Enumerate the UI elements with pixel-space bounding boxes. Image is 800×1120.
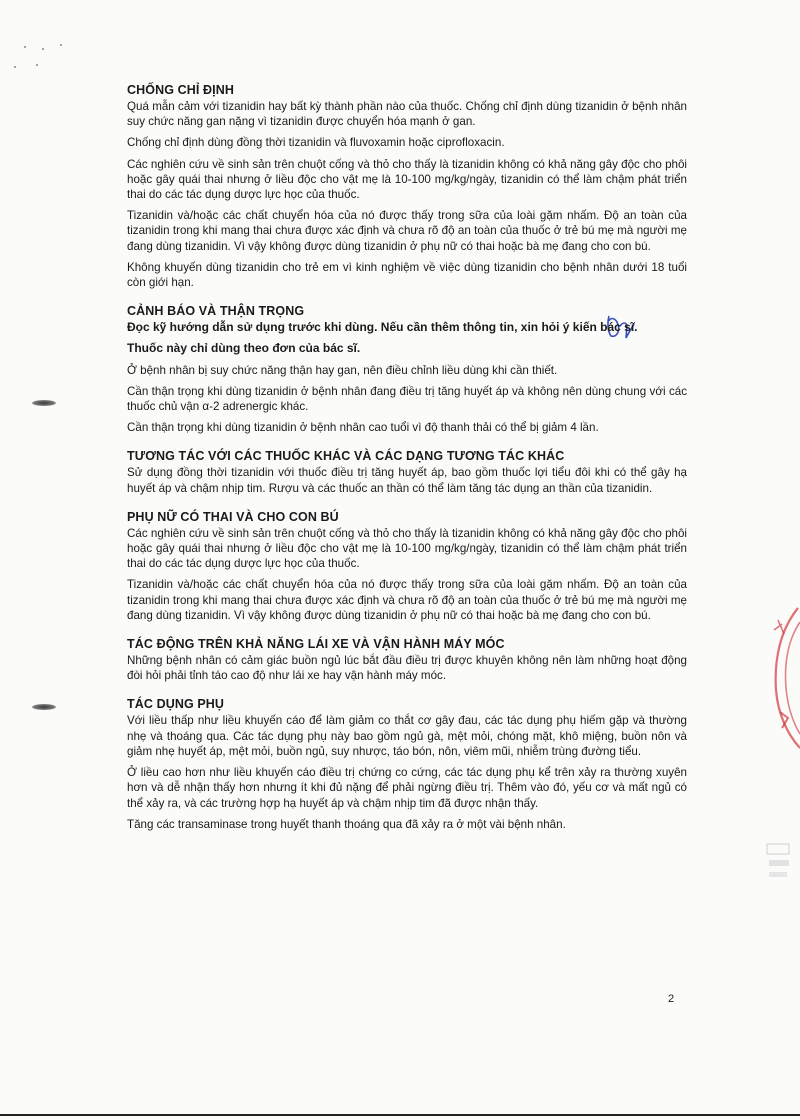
paragraph: Các nghiên cứu về sinh sản trên chuột cống và thỏ cho thấy là tizanidin không có khả năng gây độc cho phôi hoặc gây quái thai nhưng ở liều độc cho vật mẹ là 10-100 mg/kg/ngày, tizanidin có thể làm chậm phát triển thai do các tác dụng dược lực học của thuốc. — [127, 526, 687, 571]
paragraph: Tăng các transaminase trong huyết thanh thoáng qua đã xảy ra ở một vài bệnh nhân. — [127, 817, 566, 831]
paragraph: Sử dụng đồng thời tizanidin với thuốc điều trị tăng huyết áp, bao gồm thuốc lợi tiểu đôi khi có thể gây hạ huyết áp và chậm nhịp tim. Rượu và các thuốc an thần có thể làm tăng tác dụng an thần của tizanidin. — [127, 466, 687, 495]
section-driving — [127, 637, 687, 683]
paragraph: Với liều thấp như liều khuyến cáo để làm giảm co thắt cơ gây đau, các tác dụng phụ hiếm gặp và thường nhẹ và thoáng qua. Các tác dụng phụ này bao gồm ngủ gà, mệt mỏi, chóng mặt, khô miệng, buồn nôn và giảm nhẹ huyết áp, mệt mỏi, buồn ngủ, suy nhược, táo bón, nôn, viêm mũi, nhiễm trùng đường tiểu. — [127, 714, 687, 758]
punch-hole-mark — [26, 396, 62, 412]
bold-notice: Đọc kỹ hướng dẫn sử dụng trước khi dùng. Nếu cần thêm thông tin, xin hỏi ý kiến bác sĩ. — [127, 320, 638, 335]
scan-speck — [36, 64, 38, 66]
section-pregnancy — [127, 510, 687, 623]
scan-edge-line — [0, 1114, 800, 1116]
faint-stamp-trace — [765, 840, 795, 890]
bold-notice: Thuốc này chỉ dùng theo đơn của bác sĩ. — [127, 341, 361, 356]
scan-speck — [14, 66, 16, 68]
paragraph: Những bệnh nhân có cảm giác buồn ngủ lúc bắt đầu điều trị được khuyên không nên làm những hoạt động đòi hỏi phải tỉnh táo cao độ như lái xe hay vận hành máy móc. — [127, 654, 687, 683]
paragraph: Không khuyến dùng tizanidin cho trẻ em vì kinh nghiệm về việc dùng tizanidin cho bệnh nhân dưới 18 tuổi còn giới hạn. — [127, 260, 687, 290]
scan-speck — [60, 44, 62, 46]
section-heading: CẢNH BÁO VÀ THẬN TRỌNG — [127, 304, 305, 319]
section-heading: PHỤ NỮ CÓ THAI VÀ CHO CON BÚ — [127, 509, 339, 524]
section-heading: TÁC ĐỘNG TRÊN KHẢ NĂNG LÁI XE VÀ VẬN HÀNH MÁY MÓC — [127, 637, 505, 652]
section-side-effects — [127, 697, 687, 831]
scan-speck — [24, 46, 26, 48]
paragraph: Tizanidin và/hoặc các chất chuyển hóa của nó được thấy trong sữa của loài gặm nhấm. Độ an toàn của tizanidin trong khi mang thai chưa được xác định và chưa rõ độ an toàn của thuốc ở trẻ bú mẹ mà người mẹ đang dùng tizanidin. Vì vậy không được dùng tizanidin ở phụ nữ có thai hoặc bà mẹ đang cho con bú. — [127, 578, 687, 622]
section-interactions — [127, 449, 687, 495]
section-heading: CHỐNG CHỈ ĐỊNH — [127, 83, 234, 97]
punch-hole-mark — [26, 700, 62, 716]
paragraph: Cần thận trọng khi dùng tizanidin ở bệnh nhân đang điều trị tăng huyết áp và không nên dùng chung với các thuốc chủ vận α-2 adrenergic khác. — [127, 384, 687, 414]
paragraph: Ở liều cao hơn như liều khuyến cáo điều trị chứng co cứng, các tác dụng phụ kể trên xảy ra thường xuyên hơn và dễ nhận thấy hơn nhưng ít khi đủ nặng để phải ngừng điều trị. Thêm vào đó, yếu cơ và mất ngủ có thể xảy ra, và các trường hợp hạ huyết áp và chậm nhịp tim đã được nhận thấy. — [127, 766, 687, 810]
section-heading: TÁC DỤNG PHỤ — [127, 697, 225, 712]
red-stamp-fragment — [760, 600, 800, 750]
paragraph: Quá mẫn cảm với tizanidin hay bất kỳ thành phần nào của thuốc. Chống chỉ định dùng tizanidin ở bệnh nhân suy chức năng gan nặng vì tizanidin được chuyển hóa mạnh ở gan. — [127, 100, 687, 129]
paragraph: Ở bệnh nhân bị suy chức năng thận hay gan, nên điều chỉnh liều dùng khi cần thiết. — [127, 363, 558, 377]
paragraph: Chống chỉ định dùng đồng thời tizanidin và fluvoxamin hoặc ciprofloxacin. — [127, 136, 505, 150]
paragraph: Cần thận trọng khi dùng tizanidin ở bệnh nhân cao tuổi vì độ thanh thải có thể bị giảm 4 lần. — [127, 421, 599, 435]
document-body — [127, 83, 687, 842]
page-number: 2 — [668, 993, 675, 1005]
section-heading: TƯƠNG TÁC VỚI CÁC THUỐC KHÁC VÀ CÁC DẠNG TƯƠNG TÁC KHÁC — [127, 449, 565, 464]
section-contraindications — [127, 83, 687, 290]
paragraph: Các nghiên cứu về sinh sản trên chuột cống và thỏ cho thấy là tizanidin không có khả năng gây độc cho phôi hoặc gây quái thai nhưng ở liều độc cho vật mẹ là 10-100 mg/kg/ngày, tizanidin có thể làm chậm phát triển thai do các tác dụng dược lực học của thuốc. — [127, 157, 687, 202]
paragraph: Tizanidin và/hoặc các chất chuyển hóa của nó được thấy trong sữa của loài gặm nhấm. Độ an toàn của tizanidin trong khi mang thai chưa được xác định và chưa rõ độ an toàn của thuốc ở trẻ bú mẹ mà người mẹ đang dùng tizanidin. Vì vậy không được dùng tizanidin ở phụ nữ có thai hoặc bà mẹ đang cho con bú. — [127, 209, 687, 253]
section-warnings — [127, 304, 687, 435]
scan-speck — [42, 48, 44, 50]
